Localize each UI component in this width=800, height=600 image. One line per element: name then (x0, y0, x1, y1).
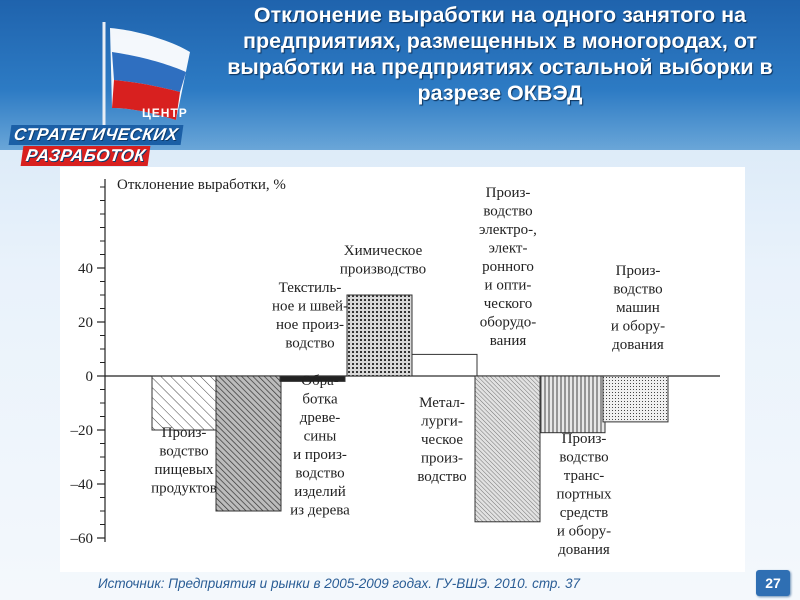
bar-chart (60, 167, 745, 572)
bar-4 (347, 295, 412, 376)
bar-8 (603, 376, 668, 422)
category-label-2: Текстиль-ное и швей-ное произ-водство (271, 280, 349, 352)
y-tick-label: –20 (70, 423, 93, 439)
category-label-5: Метал-лурги-ческое произ-водство (417, 395, 467, 485)
chart-title: Отклонение выработки, % (117, 177, 286, 193)
bar-5 (412, 354, 477, 376)
category-label-7: Произ-водство транс-портных средств и обору-дования (556, 431, 612, 558)
bar-7 (540, 376, 605, 433)
chart-panel (60, 167, 745, 572)
logo-text-line2: РАЗРАБОТОК (21, 146, 151, 166)
page-number: 27 (756, 570, 790, 596)
y-tick-label: 20 (78, 315, 93, 331)
bar-6 (475, 376, 540, 522)
logo-text-line1: СТРАТЕГИЧЕСКИХ (9, 125, 184, 145)
slide-title: Отклонение выработки на одного занятого на предприятиях, размещенных в моногородах, от выработки на предприятиях остальной выборки в разрезе ОКВЭД (227, 3, 773, 105)
source-note: Источник: Предприятия и рынки в 2005-2009 годах. ГУ-ВШЭ. 2010. стр. 37 (98, 576, 580, 591)
category-label-1: Произ-водство пищевых продуктов (151, 425, 217, 497)
category-label-6: Произ-водство электро-, элект-ронного и опти-ческого оборудо-вания (479, 185, 537, 349)
y-tick-label: –60 (70, 531, 93, 547)
category-label-3: Обра-ботка древе-сины и произ-водство изделий из дерева (290, 373, 350, 519)
y-tick-label: 40 (78, 261, 93, 277)
logo-center-text: ЦЕНТР (142, 106, 188, 120)
y-tick-label: –40 (70, 477, 93, 493)
logo (0, 0, 205, 165)
bar-2 (216, 376, 281, 511)
category-label-4: Химическое производство (339, 243, 427, 278)
category-label-8: Произ-водство машин и обору-дования (610, 263, 666, 353)
bar-1 (152, 376, 217, 430)
y-tick-label: 0 (85, 369, 93, 385)
